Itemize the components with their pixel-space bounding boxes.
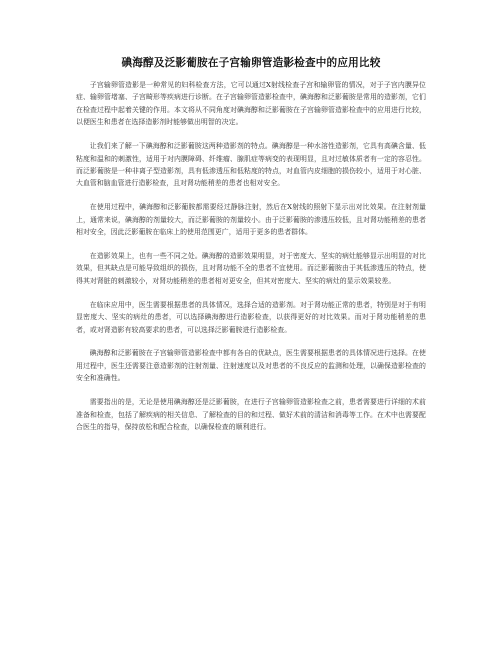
paragraph-usage: 在使用过程中，碘海醇和泛影葡胺都需要经过静脉注射，然后在X射线的照射下显示出对比效果。在注射剂量上，通常来说，碘海醇的剂量较大，而泛影葡胺的剂量较小。由于泛影葡胺的渗透压较低，且对肾功能稍差的患者相对安全，因此泛影葡胺在临床上的使用范围更广，适用于更多的患者群体。 [76, 203, 426, 237]
document-title: 碘海醇及泛影葡胺在子宫输卵管造影检查中的应用比较 [121, 57, 381, 69]
paragraph-characteristics: 让我们来了解一下碘海醇和泛影葡胺这两种造影剂的特点。碘海醇是一种水溶性造影剂，它具有高碘含量、低粘度和温和的刺激性，适用于对内膜障碍、纤维瘤、腺肌症等病变的表现明显，且对过敏体质者有一定的容忍性。而泛影葡胺是一种非离子型造影剂，具有低渗透压和低粘度的特点，对血管内皮细胞的损伤较小，适用于对心脏、大血管和脑血管进行造影检查，且对肾功能稍差的患者也相对安全。 [76, 142, 426, 188]
paragraph-preparation: 需要指出的是，无论是使用碘海醇还是泛影葡胺，在进行子宫输卵管造影检查之前，患者需要进行详细的术前准备和检查，包括了解疾病的相关信息、了解检查的目的和过程、做好术前的清洁和消毒等工作。在术中也需要配合医生的指导，保持放松和配合检查，以确保检查的顺利进行。 [76, 398, 426, 431]
paragraph-imaging-effect: 在造影效果上，也有一些不同之处。碘海醇的造影效果明显，对于密度大、坚实的病灶能够显示出明显的对比效果，但其缺点是可能导致组织的损伤，且对肾功能不全的患者不宜使用。而泛影葡胺由于其低渗透压的特点，使得其对肾脏的刺激较小，对肾功能稍差的患者相对更安全，但其对密度大、坚实的病灶的显示效果较差。 [76, 251, 426, 285]
paragraph-clinical-application: 在临床应用中，医生需要根据患者的具体情况，选择合适的造影剂。对于肾功能正常的患者，特别是对于有明显密度大、坚实的病灶的患者，可以选择碘海醇进行造影检查，以获得更好的对比效果。而对于肾功能稍差的患者，或对肾造影有较高要求的患者，可以选择泛影葡胺进行造影检查。 [76, 300, 426, 334]
paragraph-summary: 碘海醇和泛影葡胺在子宫输卵管造影检查中都有各自的优缺点，医生需要根据患者的具体情况进行选择。在使用过程中，医生还需要注意造影剂的注射剂量、注射速度以及对患者的不良反应的监测和处理，以确保造影检查的安全和准确性。 [76, 349, 426, 383]
paragraph-intro: 子宫输卵管造影是一种常见的妇科检查方法，它可以通过X射线检查子宫和输卵管的情况，对于子宫内膜异位症、输卵管堵塞、子宫畸形等疾病进行诊断。在子宫输卵管造影检查中，碘海醇和泛影葡胺是常用的造影剂，它们在检查过程中起着关键的作用。本文将从不同角度对碘海醇和泛影葡胺在子宫输卵管造影检查中的应用进行比较，以便医生和患者在选择造影剂时能够做出明智的决定。 [76, 81, 426, 127]
